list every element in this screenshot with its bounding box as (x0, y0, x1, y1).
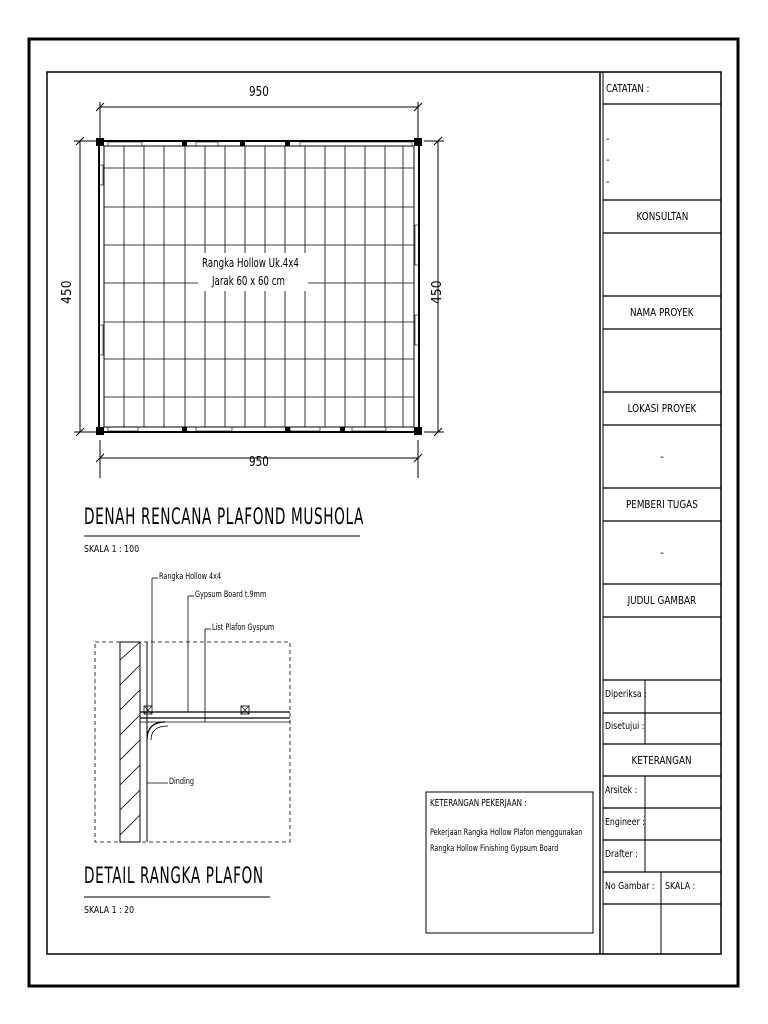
pemberi-tugas-label: PEMBERI TUGAS (626, 498, 698, 511)
lokasi-proyek-value-text: - (660, 450, 664, 463)
dim-left: 450 (60, 280, 75, 304)
no-gambar-label: No Gambar : (605, 881, 655, 892)
plan-title: DENAH RENCANA PLAFOND MUSHOLA (84, 505, 364, 530)
pemberi-tugas-value-text: - (660, 546, 664, 559)
ceiling-detail (95, 578, 290, 842)
detail-label-list: List Plafon Gyspum (212, 623, 275, 633)
plan-note-line2: Jarak 60 x 60 cm (212, 274, 285, 288)
work-note-heading: KETERANGAN PEKERJAAN : (430, 798, 527, 809)
drafter-label: Drafter : (605, 849, 638, 860)
keterangan-header (603, 744, 721, 776)
lokasi-proyek-header (603, 392, 721, 425)
konsultan-header (603, 200, 721, 233)
dim-bottom: 950 (249, 455, 269, 470)
nama-proyek-header (603, 296, 721, 329)
lokasi-proyek-value (603, 425, 721, 488)
work-note-box (426, 792, 593, 933)
dim-top: 950 (249, 85, 269, 100)
pemberi-tugas-header (603, 488, 721, 521)
detail-scale: SKALA 1 : 20 (84, 905, 135, 916)
skala-label: SKALA : (665, 881, 696, 892)
judul-gambar-label: JUDUL GAMBAR (627, 594, 697, 607)
work-note-line2: Rangka Hollow Finishing Gypsum Board (430, 844, 559, 854)
engineer-label: Engineer : (605, 817, 645, 828)
detail-label-gypsum: Gypsum Board t.9mm (195, 590, 267, 600)
pemberi-tugas-value (603, 521, 721, 584)
plan-scale: SKALA 1 : 100 (84, 544, 140, 555)
nama-proyek-label: NAMA PROYEK (630, 306, 694, 319)
disetujui-label: Disetujui : (605, 721, 645, 732)
lokasi-proyek-label: LOKASI PROYEK (627, 402, 697, 415)
detail-label-hollow: Rangka Hollow 4x4 (159, 572, 222, 582)
arsitek-label: Arsitek : (605, 785, 638, 796)
work-note-line1: Pekerjaan Rangka Hollow Plafon menggunakan (430, 828, 583, 838)
plan-note-line1: Rangka Hollow Uk.4x4 (202, 256, 299, 270)
judul-gambar-header (603, 584, 721, 617)
catatan-label: CATATAN : (606, 82, 650, 95)
dim-right: 450 (430, 280, 445, 304)
catatan-item-1: - (606, 134, 610, 145)
keterangan-label: KETERANGAN (631, 753, 693, 767)
detail-label-wall: Dinding (169, 777, 195, 787)
konsultan-label: KONSULTAN (636, 210, 688, 223)
catatan-item-2: - (606, 155, 610, 166)
diperiksa-label: Diperiksa : (605, 689, 647, 700)
catatan-item-3: - (606, 177, 610, 188)
detail-title: DETAIL RANGKA PLAFON (84, 864, 264, 889)
